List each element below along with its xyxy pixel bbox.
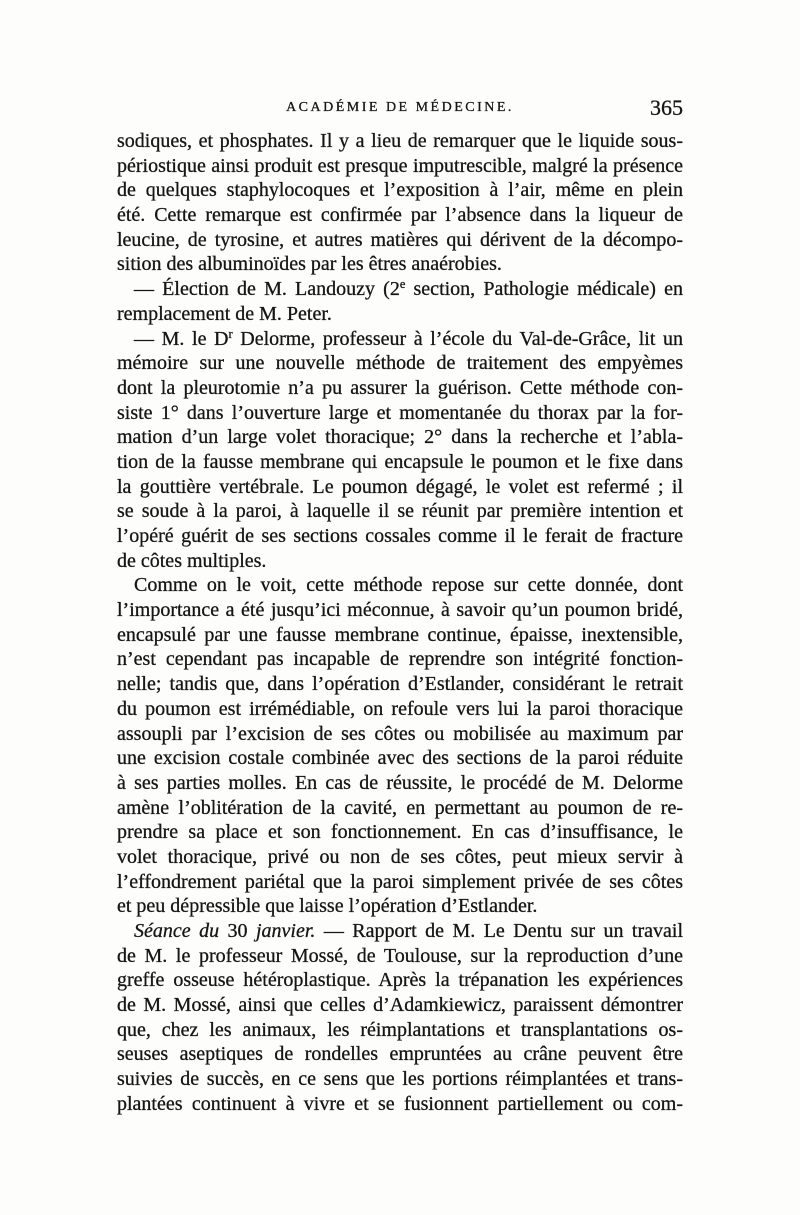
text-line: l’effondrement pariétal que la paroi simplement privée de ses côtes (117, 870, 683, 893)
text-line: dont la pleurotomie n’a pu assurer la guérison. Cette méthode con- (117, 376, 683, 399)
text-line: Comme on le voit, cette méthode repose sur cette donnée, dont (134, 574, 683, 597)
line-text: — Élection de M. Landouzy (2 (134, 278, 400, 301)
superscript-text: r (228, 326, 233, 341)
text-line: seuses aseptiques de rondelles empruntées au crâne peuvent être (117, 1043, 683, 1066)
text-line (117, 277, 683, 302)
page-number: 365 (650, 95, 683, 120)
text-line: sition des albuminoïdes par les êtres anaérobies. (117, 253, 502, 276)
line-text: 30 (219, 920, 256, 942)
line-text: — Rapport de M. Le Dentu sur un travail (315, 920, 683, 942)
text-line: sodiques, et phosphates. Il y a lieu de remarquer que le liquide sous- (117, 130, 683, 152)
text-line: à ses parties molles. En cas de réussite, le procédé de M. Delorme (117, 771, 683, 794)
line-text: section, Pathologie médicale) en (405, 278, 683, 301)
superscript-text: e (399, 277, 406, 292)
text-line: leucine, de tyrosine, et autres matières qui dérivent de la décompo- (117, 228, 683, 251)
text-line: amène l’oblitération de la cavité, en permettant au poumon de re- (117, 796, 683, 819)
italic-text: janvier. (255, 920, 316, 942)
text-line: été. Cette remarque est confirmée par l’absence dans la liqueur de (117, 204, 683, 227)
text-line: de M. le professeur Mossé, de Toulouse, sur la reproduction d’une (117, 944, 683, 967)
text-line: l’importance a été jusqu’ici méconnue, à savoir qu’un poumon bridé, (117, 599, 683, 622)
text-line: siste 1° dans l’ouverture large et momentanée du thorax par la for- (117, 401, 683, 424)
line-text: Delorme, professeur à l’école du Val-de-Grâce, lit un (232, 327, 683, 350)
text-line: prendre sa place et son fonctionnement. En cas d’insuffisance, le (117, 821, 683, 844)
text-line: greffe osseuse hétéroplastique. Après la trépanation les expériences (117, 969, 683, 992)
text-line: suivies de succès, en ce sens que les portions réimplantées et trans- (117, 1068, 683, 1091)
text-line: plantées continuent à vivre et se fusionnent partiellement ou com- (117, 1092, 683, 1115)
text-line: de côtes multiples. (117, 549, 267, 572)
line-text: — M. le D (134, 327, 229, 350)
text-line: se soude à la paroi, à laquelle il se réunit par première intention et (117, 500, 683, 523)
italic-text: Séance du (134, 920, 220, 942)
text-line: périostique ainsi produit est presque imputrescible, malgré la présence (117, 154, 683, 177)
text-line: la gouttière vertébrale. Le poumon dégagé, le volet est refermé ; il (117, 475, 683, 498)
text-line: assoupli par l’excision de ses côtes ou mobilisée au maximum par (117, 722, 683, 745)
body-text (117, 129, 683, 1117)
text-line: encapsulé par une fausse membrane continue, épaisse, inextensible, (117, 623, 683, 646)
text-line: volet thoracique, privé ou non de ses côtes, peut mieux servir à (117, 845, 683, 868)
text-line: et peu dépressible que laisse l’opération d’Estlander. (117, 895, 538, 918)
text-line (117, 327, 683, 352)
text-line: que, chez les animaux, les réimplantations et transplantations os- (117, 1018, 683, 1041)
running-head: ACADÉMIE DE MÉDECINE. (286, 100, 514, 115)
text-line: mémoire sur une nouvelle méthode de traitement des empyèmes (117, 352, 683, 375)
text-line: du poumon est irrémédiable, on refoule vers lui la paroi thoracique (117, 697, 683, 720)
text-line: nelle; tandis que, dans l’opération d’Estlander, considérant le retrait (117, 673, 683, 696)
text-line: tion de la fausse membrane qui encapsule le poumon et le fixe dans (117, 450, 683, 473)
text-line: une excision costale combinée avec des sections de la paroi réduite (117, 747, 683, 770)
text-line: de quelques staphylocoques et l’exposition à l’air, même en plein (117, 179, 683, 202)
text-line: mation d’un large volet thoracique; 2° dans la recherche et l’abla- (117, 426, 683, 449)
text-line (117, 919, 683, 944)
text-line: n’est cependant pas incapable de reprendre son intégrité fonction- (117, 648, 683, 671)
text-line: l’opéré guérit de ses sections cossales comme il le ferait de fracture (117, 525, 683, 547)
text-line: de M. Mossé, ainsi que celles d’Adamkiewicz, paraissent démontrer (117, 994, 683, 1017)
text-line: remplacement de M. Peter. (117, 302, 332, 325)
